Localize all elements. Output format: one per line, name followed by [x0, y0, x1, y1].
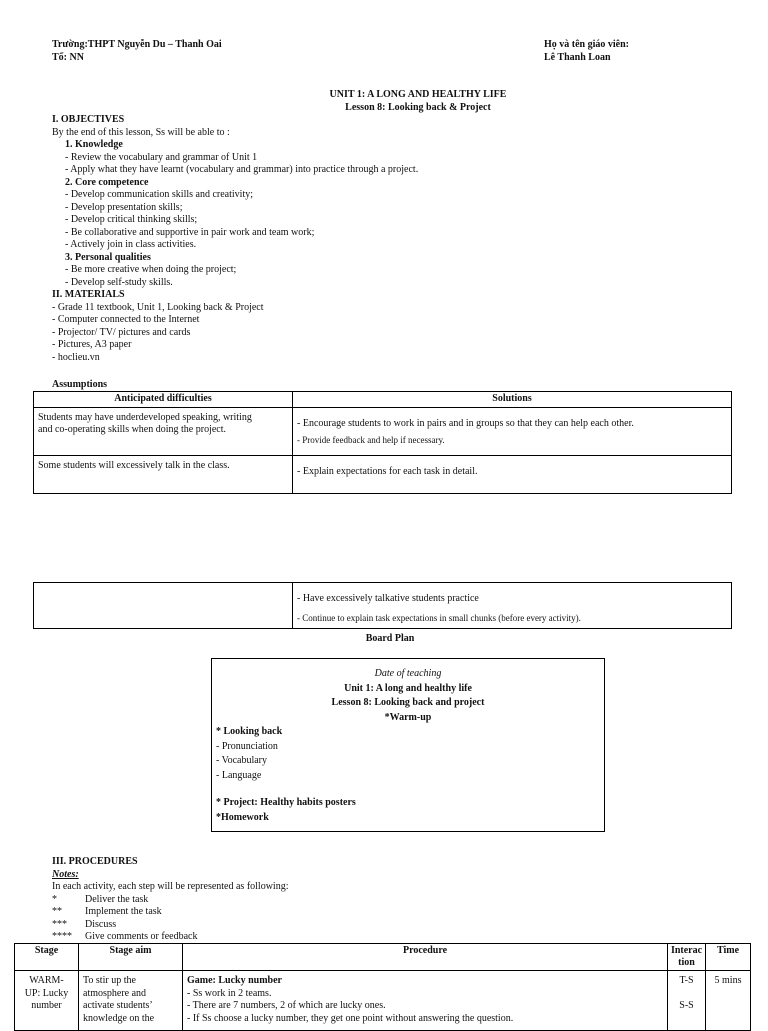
list-item: ** Implement the task — [52, 906, 162, 917]
assumptions-table — [33, 391, 732, 494]
materials-item: - Projector/ TV/ pictures and cards — [52, 326, 191, 338]
group-name: Tổ: NN — [52, 51, 84, 63]
col-time: Time — [706, 944, 751, 971]
difficulty-cell — [34, 583, 293, 629]
lesson-subtitle: Lesson 8: Looking back & Project — [345, 101, 491, 113]
procedure-cell: Game: Lucky number - Ss work in 2 teams. - There are 7 numbers, 2 of which are lucky ones. - If Ss choose a lucky number, they get one point without answering the question. — [183, 971, 668, 1031]
col-stage-aim: Stage aim — [79, 944, 183, 971]
board-project: * Project: Healthy habits posters — [216, 797, 356, 808]
core-item: - Develop communication skills and creativity; — [65, 189, 254, 200]
board-item: - Vocabulary — [216, 755, 268, 766]
col-solutions: Solutions — [293, 392, 732, 408]
solution-cell: - Encourage students to work in pairs and in groups so that they can help each other. - Provide feedback and help if necessary. — [293, 407, 732, 455]
col-interaction: Interac tion — [668, 944, 706, 971]
teacher-name: Lê Thanh Loan — [544, 51, 611, 63]
board-title-block — [212, 659, 604, 725]
board-plan-box — [211, 658, 605, 832]
difficulty-cell: Students may have underdeveloped speaking, writing and co-operating skills when doing the project. — [34, 407, 293, 455]
board-warmup: *Warm-up — [384, 711, 432, 723]
school-name: Trường:THPT Nguyễn Du – Thanh Oai — [52, 39, 222, 50]
board-looking-back: * Looking back — [216, 726, 283, 737]
col-stage: Stage — [15, 944, 79, 971]
table-row — [15, 971, 751, 1031]
procedures-section — [52, 856, 288, 944]
teacher-label: Họ và tên giáo viên: — [544, 39, 629, 50]
materials-item: - hoclieu.vn — [52, 351, 100, 363]
lesson-title — [218, 89, 618, 114]
solution-cell: - Explain expectations for each task in detail. — [293, 455, 732, 493]
solution-cell: - Have excessively talkative students practice - Continue to explain task expectations in small chunks (before every activity). — [293, 583, 732, 629]
objectives-intro: By the end of this lesson, Ss will be able to : — [52, 126, 230, 138]
procedures-heading: III. PROCEDURES — [52, 856, 138, 867]
materials-item: - Grade 11 textbook, Unit 1, Looking back & Project — [52, 301, 264, 313]
procedure-title: Game: Lucky number — [187, 975, 282, 986]
table-row — [34, 455, 732, 493]
stage-aim-cell: To stir up the atmosphere and activate students’ knowledge on the — [79, 971, 183, 1031]
assumptions-heading: Assumptions — [52, 379, 108, 390]
list-item: *** Discuss — [52, 918, 117, 930]
teacher-header — [544, 39, 629, 64]
board-unit: Unit 1: A long and healthy life — [344, 682, 472, 694]
col-difficulties: Anticipated difficulties — [34, 392, 293, 408]
objectives-heading: I. OBJECTIVES — [52, 114, 125, 125]
objectives-list — [52, 139, 732, 289]
table-row — [34, 407, 732, 455]
board-lesson: Lesson 8: Looking back and project — [331, 697, 485, 708]
objectives-section — [52, 114, 732, 364]
interaction-cell: T-S S-S — [668, 971, 706, 1031]
materials-item: - Pictures, A3 paper — [52, 339, 132, 350]
board-plan-heading: Board Plan — [365, 633, 415, 644]
unit-title: UNIT 1: A LONG AND HEALTHY LIFE — [329, 89, 507, 100]
personal-item: - Develop self-study skills. — [65, 276, 173, 288]
knowledge-item: - Apply what they have learnt (vocabulary and grammar) into practice through a project. — [65, 164, 419, 175]
core-item: - Develop critical thinking skills; — [65, 214, 198, 225]
col-procedure: Procedure — [183, 944, 668, 971]
list-item: * Deliver the task — [52, 893, 149, 905]
board-content — [212, 725, 604, 825]
step-legend — [52, 894, 288, 944]
core-heading: 2. Core competence — [65, 176, 149, 188]
procedures-intro: In each activity, each step will be represented as following: — [52, 881, 289, 892]
board-date: Date of teaching — [374, 668, 442, 679]
knowledge-item: - Review the vocabulary and grammar of Unit 1 — [65, 151, 258, 163]
knowledge-heading: 1. Knowledge — [65, 139, 123, 150]
procedures-table — [14, 943, 751, 1031]
board-homework: *Homework — [216, 811, 269, 823]
board-item: - Language — [216, 769, 262, 781]
table-header-row — [15, 944, 751, 971]
table-header-row — [34, 392, 732, 408]
board-item: - Pronunciation — [216, 740, 278, 752]
difficulty-cell: Some students will excessively talk in the class. — [34, 455, 293, 493]
school-header — [52, 39, 222, 64]
table-row — [34, 583, 732, 629]
materials-item: - Computer connected to the Internet — [52, 314, 200, 325]
notes-label: Notes: — [52, 868, 79, 880]
list-item: **** Give comments or feedback — [52, 931, 198, 942]
assumptions-table-continued — [33, 582, 732, 629]
stage-cell: WARM- UP: Lucky number — [15, 971, 79, 1031]
materials-heading: II. MATERIALS — [52, 289, 125, 300]
core-item: - Develop presentation skills; — [65, 201, 183, 213]
personal-item: - Be more creative when doing the project; — [65, 264, 237, 275]
core-item: - Be collaborative and supportive in pair work and team work; — [65, 226, 315, 238]
personal-heading: 3. Personal qualities — [65, 251, 151, 263]
core-item: - Actively join in class activities. — [65, 239, 197, 250]
time-cell: 5 mins — [706, 971, 751, 1031]
